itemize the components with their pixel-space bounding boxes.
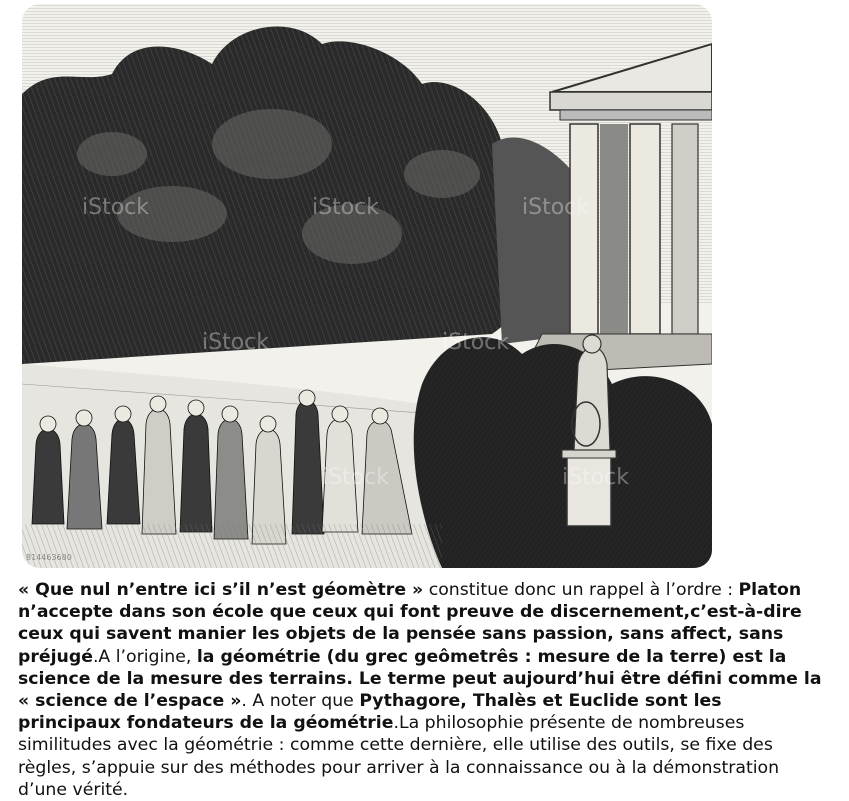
engraving-illustration [22, 4, 712, 568]
text-span: .La philosophie présente de nombreuses similitudes avec la géométrie : comme cette dernière, elle utilise des outils, se fixe des règles, s’appuie sur des méthodes pour arriver à la connaissance ou à la démonstration d’une vérité. [18, 713, 780, 800]
watermark-text: iStock [202, 330, 269, 355]
watermark-text: iStock [522, 195, 589, 220]
platon-bold: Platon n’accepte dans son école que ceux qui font preuve de discernement,c’est-à-dire ceux qui savent manier les objets de la pensée sans passion, sans affect, sans préjugé [18, 580, 802, 667]
text-span: .A l’origine, [92, 646, 197, 667]
watermark-text: iStock [322, 465, 389, 490]
text-span: constitue donc un rappel à l’ordre : [423, 580, 739, 600]
geometry-definition-bold: la géométrie (du grec geômetrês : mesure de la terre) est la science de la mesure des terrains. Le terme peut aujourd’hui être défini comme la « science de l’espace » [18, 646, 822, 712]
engraving-drawing [22, 4, 712, 568]
quote-bold: « Que nul n’entre ici s’il n’est géomètre » [18, 580, 424, 600]
watermark-text: iStock [312, 195, 379, 220]
body-paragraph [18, 579, 830, 801]
watermark-text: iStock [82, 195, 149, 220]
watermark-text: iStock [442, 330, 509, 355]
stock-id: 814463680 [26, 553, 72, 562]
founders-bold: Pythagore, Thalès et Euclide sont les principaux fondateurs de la géométrie [18, 691, 722, 734]
watermark-text: iStock [562, 465, 629, 490]
text-span: . A noter que [241, 691, 360, 712]
